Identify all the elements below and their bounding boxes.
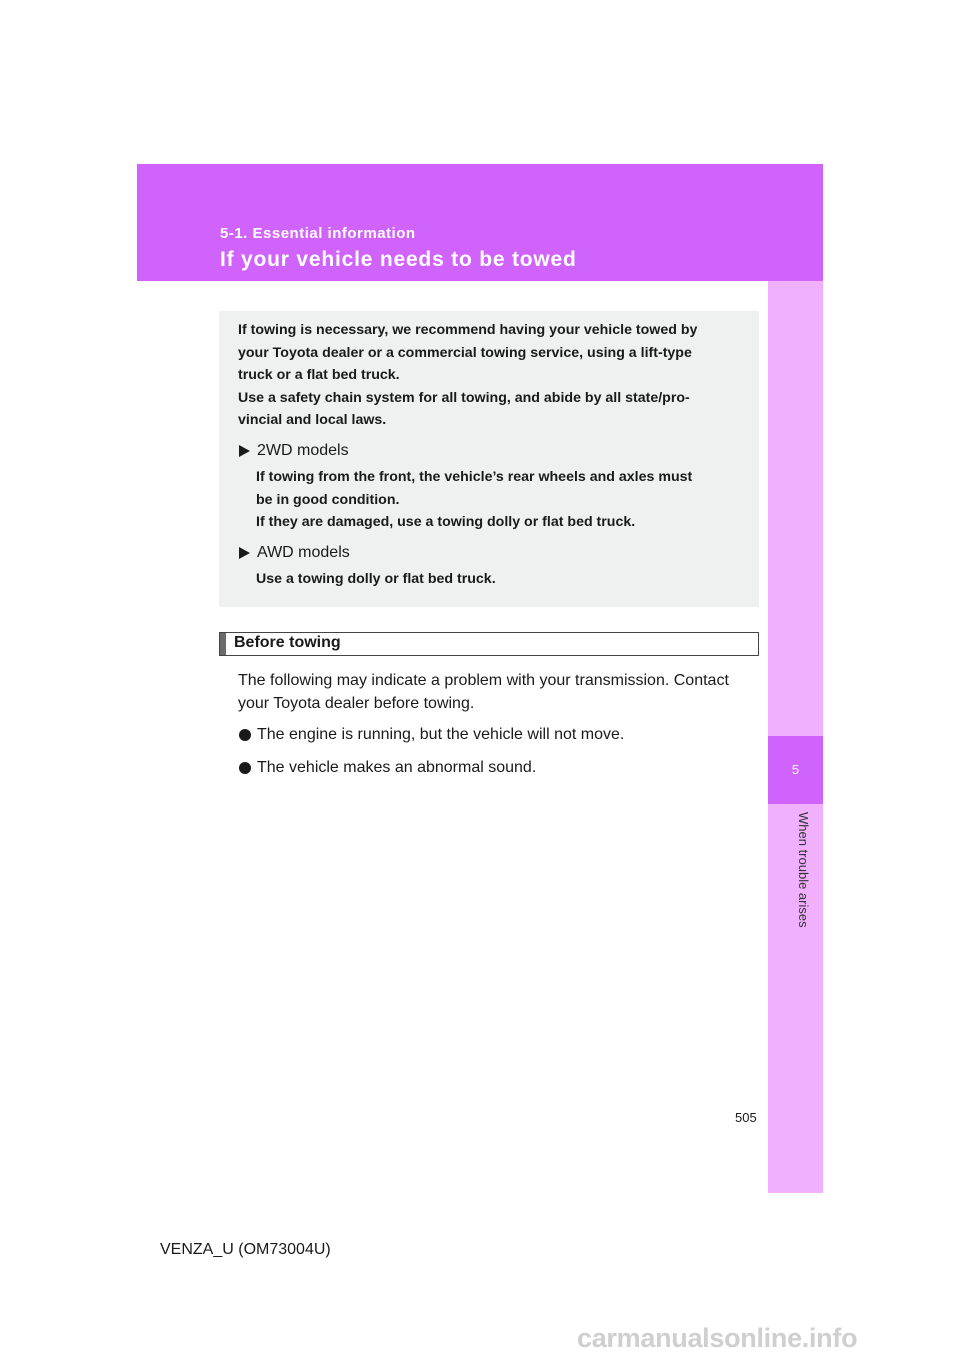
model-heading-label: 2WD models [257,442,349,459]
model-heading-label: AWD models [257,544,350,561]
intro-line: Use a safety chain system for all towing, and abide by all state/pro- [238,390,690,406]
model-heading-awd [238,544,350,562]
heading-accent [220,633,226,655]
before-towing-paragraph: The following may indicate a problem with your transmission. Contact your Toyota dealer before towing. [238,672,729,712]
bullet-text: The engine is running, but the vehicle will not move. [257,726,625,743]
intro-line: vincial and local laws. [238,412,387,428]
model-heading-2wd [238,442,349,460]
triangle-right-icon [239,445,250,457]
intro-line: If towing is necessary, we recommend having your vehicle towed by [238,322,698,338]
bullet-dot-icon [239,729,251,741]
heading-label: Before towing [234,634,341,651]
bullet-item [238,759,536,777]
model-text-line: If towing from the front, the vehicle’s rear wheels and axles must [256,469,693,485]
model-text-line: Use a towing dolly or flat bed truck. [256,571,496,587]
bullet-dot-icon [239,762,251,774]
triangle-right-icon [239,547,250,559]
intro-line: your Toyota dealer or a commercial towing service, using a lift-type [238,345,692,361]
document-id: VENZA_U (OM73004U) [160,1241,331,1258]
section-label: 5-1. Essential information [220,225,416,242]
watermark[interactable]: carmanualsonline.info [577,1323,858,1353]
chapter-number[interactable]: 5 [768,736,823,804]
chapter-title: When trouble arises [796,812,811,928]
model-text-line: If they are damaged, use a towing dolly or flat bed truck. [256,514,636,530]
model-text-line: be in good condition. [256,492,400,508]
bullet-text: The vehicle makes an abnormal sound. [257,759,537,776]
bullet-item [238,726,624,744]
page-number: 505 [735,1110,757,1125]
intro-line: truck or a flat bed truck. [238,367,400,383]
before-towing-heading [219,632,759,656]
page-title: If your vehicle needs to be towed [220,248,577,271]
